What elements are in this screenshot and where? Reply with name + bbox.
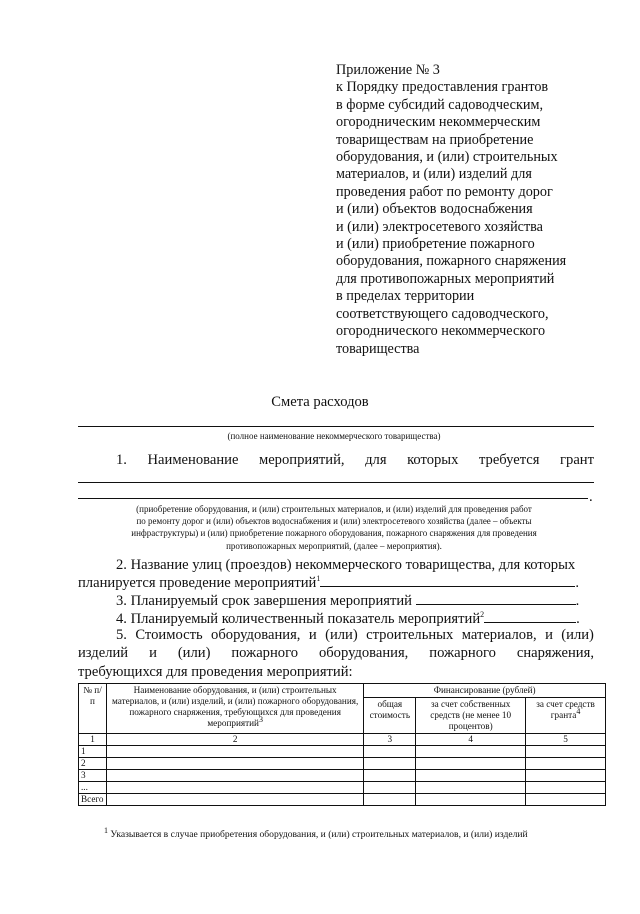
- item-5-line-3: требующихся для проведения мероприятий:: [78, 664, 353, 680]
- col-header-grant-funds: за счет средств гранта$^4$: [526, 698, 606, 734]
- item-3-line: 3. Планируемый срок завершения мероприятий .: [116, 593, 580, 609]
- item-5-word: (или): [561, 627, 594, 643]
- appendix-line: огороднического некоммерческого: [336, 323, 546, 340]
- item-5-word: пожарного: [429, 645, 496, 661]
- col-header-total: общая стоимость: [364, 698, 416, 734]
- item-1-word: грант: [560, 452, 594, 468]
- item-1-caption-line: противопожарных мероприятий, (далее – мероприятия).: [226, 540, 442, 551]
- item-1-line-end: .: [589, 489, 593, 505]
- org-name-caption: (полное наименование некоммерческого товарищества): [227, 431, 441, 441]
- item-5-word: и: [545, 627, 553, 643]
- item-1-word: мероприятий,: [258, 452, 345, 468]
- item-5-word: (или): [177, 645, 211, 661]
- cost-estimate-table: [78, 683, 606, 806]
- item-1-caption-line: (приобретение оборудования, и (или) строительных материалов, и (или) изделий для проведения работ: [136, 504, 532, 514]
- item-1-caption-line: по ремонту дорог и (или) объектов водоснабжения и (или) электросетевого хозяйства (далее – объекты: [136, 516, 532, 527]
- appendix-header: [336, 62, 616, 358]
- item-1-line-1: [78, 482, 594, 483]
- appendix-line: к Порядку предоставления грантов: [336, 79, 549, 96]
- appendix-line: проведения работ по ремонту дорог: [336, 183, 553, 200]
- table-row: 2: [79, 758, 606, 770]
- item-1-word: требуется: [478, 452, 540, 468]
- org-name-line: [78, 426, 594, 427]
- footnote-ref-2: 2: [480, 610, 485, 620]
- table-row: ...: [79, 782, 606, 794]
- appendix-line: в пределах территории: [336, 288, 475, 305]
- item-5-line-1: [116, 627, 594, 644]
- item-5-word: (или): [325, 627, 358, 643]
- table-row: 1: [79, 746, 606, 758]
- appendix-line: и (или) объектов водоснабжения: [336, 201, 533, 218]
- item-5-word: снаряжения,: [516, 645, 594, 661]
- item-5-line-2: [78, 645, 594, 662]
- appendix-line: огородническим некоммерческим: [336, 114, 541, 131]
- item-1-caption-line: инфраструктуры) и (или) приобретение пожарного оборудования, пожарного снаряжения для проведения: [131, 528, 537, 539]
- item-1-text: [116, 452, 594, 469]
- item-5-word: оборудования,: [318, 645, 409, 661]
- col-header-own-funds: за счет собственных средств (не менее 10 процентов): [416, 698, 526, 734]
- table-total-row: Всего: [79, 794, 606, 806]
- item-2-text: планируется проведение мероприятий: [78, 575, 317, 591]
- item-5-word: строительных: [366, 627, 454, 643]
- appendix-line: оборудования, и (или) строительных: [336, 149, 558, 166]
- col-header-number: № п/п: [79, 684, 107, 734]
- item-1-word: для: [365, 452, 387, 468]
- appendix-line: Приложение № 3: [336, 62, 440, 78]
- item-4-line: 4. Планируемый количественный показатель мероприятий$^2$ .: [116, 610, 580, 627]
- appendix-line: материалов, и (или) изделий для: [336, 166, 532, 183]
- item-5-word: материалов,: [461, 627, 537, 643]
- footnote-1-text: Указывается в случае приобретения оборудования, и (или) строительных материалов, и (или) изделий: [110, 829, 528, 840]
- item-2-line-1: 2. Название улиц (проездов) некоммерческого товарищества, для которых: [116, 557, 576, 573]
- item-4-fill-line: [484, 610, 576, 623]
- item-1-caption: [78, 503, 590, 552]
- item-2-line-2: планируется проведение мероприятий$^1$ .: [78, 574, 580, 591]
- item-5-word: изделий: [78, 645, 129, 661]
- item-5-word: 5.: [116, 627, 127, 643]
- document-title: Смета расходов: [271, 394, 369, 410]
- item-4-text: 4. Планируемый количественный показатель мероприятий: [116, 611, 481, 627]
- appendix-line: для противопожарных мероприятий: [336, 270, 555, 287]
- item-1-line-2: [78, 498, 588, 499]
- item-3-fill-line: [416, 592, 576, 605]
- appendix-line: оборудования, пожарного снаряжения: [336, 253, 567, 270]
- item-1-word: которых: [407, 452, 459, 468]
- col-header-name: Наименование оборудования, и (или) строительных материалов, и (или) изделий, и (или) пожарного оборудования, пожарного снаряжения, требующихся для проведения мероприятий$^3$: [106, 684, 363, 734]
- item-3-text: 3. Планируемый срок завершения мероприятий: [116, 593, 412, 609]
- item-5-word: пожарного: [231, 645, 299, 661]
- item-5-word: и: [149, 645, 157, 661]
- footnote-1-marker: 1: [104, 825, 108, 835]
- appendix-line: и (или) электросетевого хозяйства: [336, 218, 543, 235]
- table-row: 3: [79, 770, 606, 782]
- item-5-word: Стоимость: [135, 627, 203, 643]
- appendix-line: соответствующего садоводческого,: [336, 305, 549, 322]
- footnote-1: [104, 825, 614, 840]
- item-5-word: и: [308, 627, 317, 643]
- appendix-line: в форме субсидий садоводческим,: [336, 96, 543, 113]
- item-1-word: 1.: [116, 452, 127, 468]
- item-2-fill-line: [320, 574, 575, 587]
- footnote-ref-1: 1: [316, 574, 321, 584]
- appendix-line: товарищества: [336, 340, 420, 357]
- appendix-line: и (или) приобретение пожарного: [336, 236, 535, 253]
- item-1-word: Наименование: [147, 452, 239, 468]
- appendix-line: товариществам на приобретение: [336, 131, 534, 148]
- col-header-financing: Финансирование (рублей): [364, 684, 606, 698]
- item-5-word: оборудования,: [211, 627, 301, 643]
- column-numbering-row: 1 2 3 4 5: [79, 734, 606, 746]
